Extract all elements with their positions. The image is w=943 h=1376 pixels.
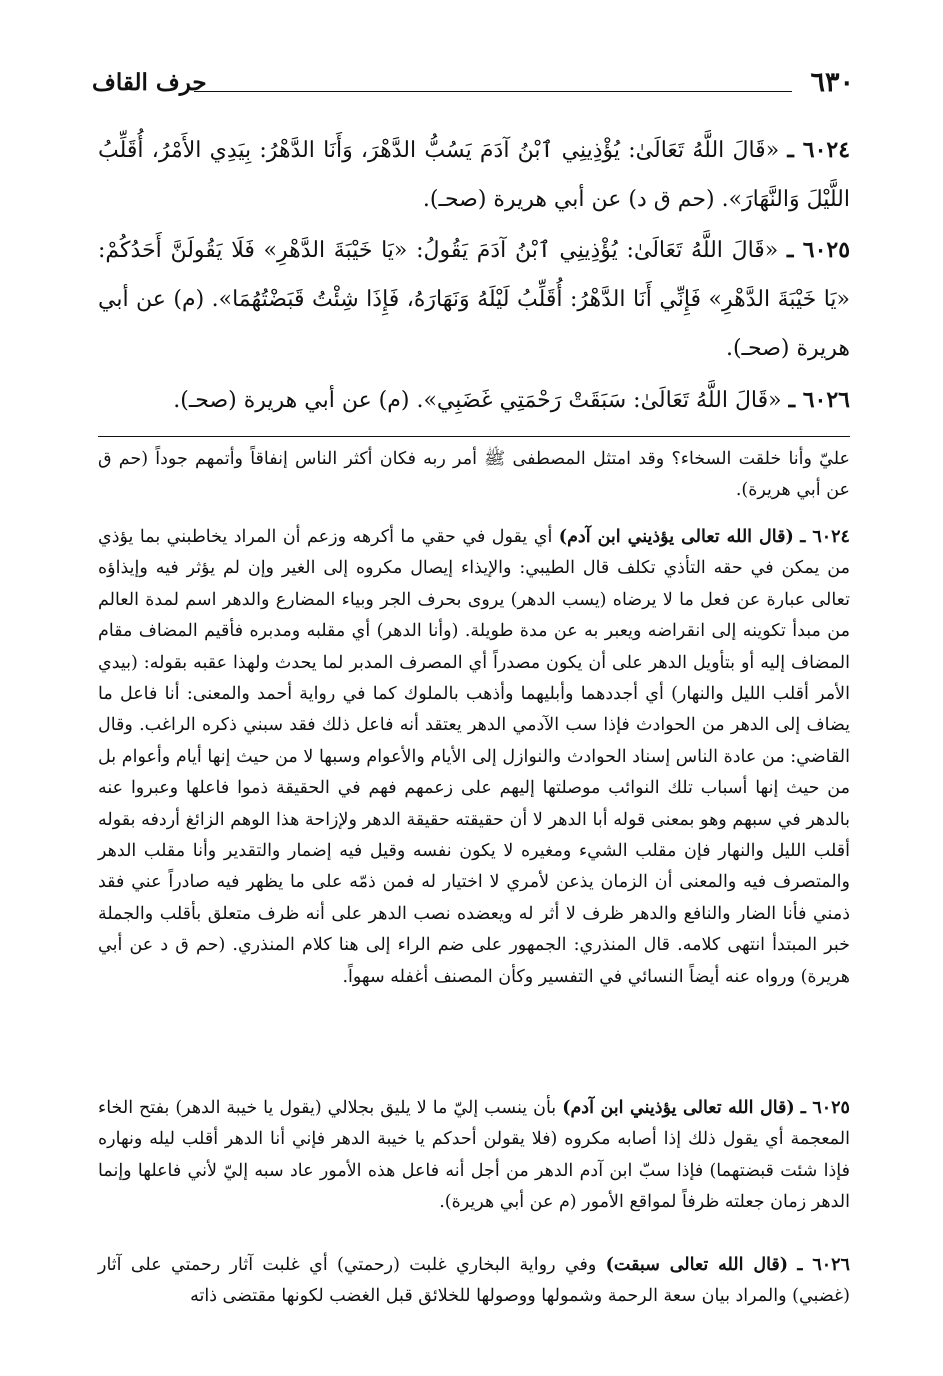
hadith-text: «قَالَ اللَّهُ تَعَالَىٰ: سَبَقَتْ رَحْمَتِي غَضَبِي». (م) عن أبي هريرة (صحـ).: [173, 388, 782, 413]
commentary-text: عليّ وأنا خلقت السخاء؟ وقد امتثل المصطفى ﷺ أمر ربه فكان أكثر الناس إنفاقاً وأتمهم جوداً (حم ق عن أبي هريرة).: [98, 449, 850, 501]
hadith-number: ٦٠٢٥ ـ: [786, 237, 851, 263]
commentary-lead: (قال الله تعالى يؤذيني ابن آدم): [562, 1098, 795, 1118]
commentary-number: ٦٠٢٥ ـ: [800, 1098, 850, 1118]
commentary-number: ٦٠٢٤ ـ: [800, 527, 850, 547]
commentary-text: وفي رواية البخاري غلبت (رحمتي) أي غلبت آثار رحمتي على آثار (غضبي) والمراد بيان سعة الرحمة وشمولها ووصولها للخلائق قبل الغضب لكونها مقتضى ذاته: [98, 1255, 850, 1307]
commentary-6024: [98, 522, 850, 993]
hadith-text: «قَالَ اللَّهُ تَعَالَىٰ: يُؤْذِينِي ٱبْنُ آدَمَ يَسُبُّ الدَّهْرَ، وَأَنَا الدَّهْرُ: بِيَدِي الأَمْرُ، أُقَلِّبُ اللَّيْلَ وَالنَّهَارَ». (حم ق د) عن أبي هريرة (صحـ).: [98, 138, 850, 212]
hadith-6024: [98, 126, 850, 224]
hadith-number: ٦٠٢٦ ـ: [788, 387, 850, 413]
hadith-6025: [98, 226, 850, 373]
commentary-continuation: [98, 444, 850, 507]
commentary-divider: [98, 436, 850, 437]
commentary-text: بأن ينسب إليّ ما لا يليق بجلالي (يقول يا خيبة الدهر) بفتح الخاء المعجمة أي يقول ذلك إذا أصابه مكروه (فلا يقولن أحدكم يا خيبة الدهر فإني أنا الدهر أقلب ليله ونهاره فإذا شئت قبضتهما) فإذا سبّ ابن آدم الدهر من أجل أنه فاعل هذه الأمور عاد سبه إليّ لأني فاعلها وإنما الدهر زمان جعلته ظرفاً لمواقع الأمور (م عن أبي هريرة).: [98, 1098, 850, 1213]
header-rule: [194, 91, 792, 92]
page-number: ٦٣٠: [810, 67, 854, 98]
commentary-lead: (قال الله تعالى سبقت): [605, 1255, 789, 1275]
page-header: [92, 66, 854, 106]
hadith-number: ٦٠٢٤ ـ: [787, 137, 851, 163]
hadith-6026: [98, 376, 850, 425]
commentary-number: ٦٠٢٦ ـ: [797, 1255, 850, 1275]
hadith-text: «قَالَ اللَّهُ تَعَالَىٰ: يُؤْذِينِي ٱبْنُ آدَمَ يَقُولُ: «يَا خَيْبَةَ الدَّهْرِ» فَلَا يَقُولَنَّ أَحَدُكُمْ: «يَا خَيْبَةَ الدَّهْرِ» فَإِنِّي أَنَا الدَّهْرُ: أُقَلِّبُ لَيْلَهُ وَنَهَارَهُ، فَإِذَا شِئْتُ قَبَضْتُهُمَا». (م) عن أبي هريرة (صحـ).: [98, 238, 850, 361]
commentary-text: أي يقول في حقي ما أكرهه وزعم أن المراد يخاطبني بما يؤذي من يمكن في حقه التأذي تكلف قال الطيبي: والإيذاء إيصال مكروه إلى الغير وإن لم يؤثر فيه وإيذاؤه تعالى عبارة عن فعل ما لا يرضاه (يسب الدهر) يروى بحرف الجر وبياء المضارع والدهر اسم لمدة العالم من مبدأ تكوينه إلى انقراضه ويعبر به عن مدة طويلة. (وأنا الدهر) أي مقلبه ومدبره فأقيم المضاف مقام المضاف إليه أو بتأويل الدهر على أن يكون مصدراً أي المصرف المدبر لما يحدث ولهذا عقبه بقوله: (بيدي الأمر أقلب الليل والنهار) أي أجددهما وأبليهما وأذهب بالملوك كما في رواية أحمد والمعنى: أنا فاعل ما يضاف إلى الدهر من الحوادث فإذا سب الآدمي الدهر يعتقد أنه فاعل ذلك فقد سبني ذكره الراغب. وقال القاضي: من عادة الناس إسناد الحوادث والنوازل إلى الأيام والأعوام وسبها لا من حيث إنها أيام وأعوام بل من حيث إنها أسباب تلك النوائب موصلتها إليهم على زعمهم فهم في الحقيقة ذموا فاعلها وعبروا عنه بالدهر في سبهم وهو بمعنى قوله أبا الدهر لا أن حقيقته حقيقة الدهر ولإزاحة هذا الوهم الزائغ أردفه بقوله أقلب الليل والنهار فإن مقلب الشيء ومغيره لا يكون نفسه وقيل فيه إضمار والتقدير وأنا مقلب الدهر والمتصرف فيه والمعنى أن الزمان يذعن لأمري لا اختيار له فمن ذمّه على ما يظهر فيه صادراً عني فقد ذمني فأنا الضار والنافع والدهر ظرف لا أثر له ويعضده نصب الدهر على أنه ظرف متعلق بأقلب والجملة خبر المبتدأ انتهى كلامه. قال المنذري: الجمهور على ضم الراء إلى هنا كلام المنذري. (حم ق د عن أبي هريرة) ورواه عنه أيضاً النسائي في التفسير وكأن المصنف أغفله سهواً.: [98, 527, 850, 987]
commentary-lead: (قال الله تعالى يؤذيني ابن آدم): [558, 527, 794, 547]
commentary-6025: [98, 1093, 850, 1219]
commentary-6026: [98, 1250, 850, 1313]
chapter-title: حرف القاف: [92, 69, 207, 96]
